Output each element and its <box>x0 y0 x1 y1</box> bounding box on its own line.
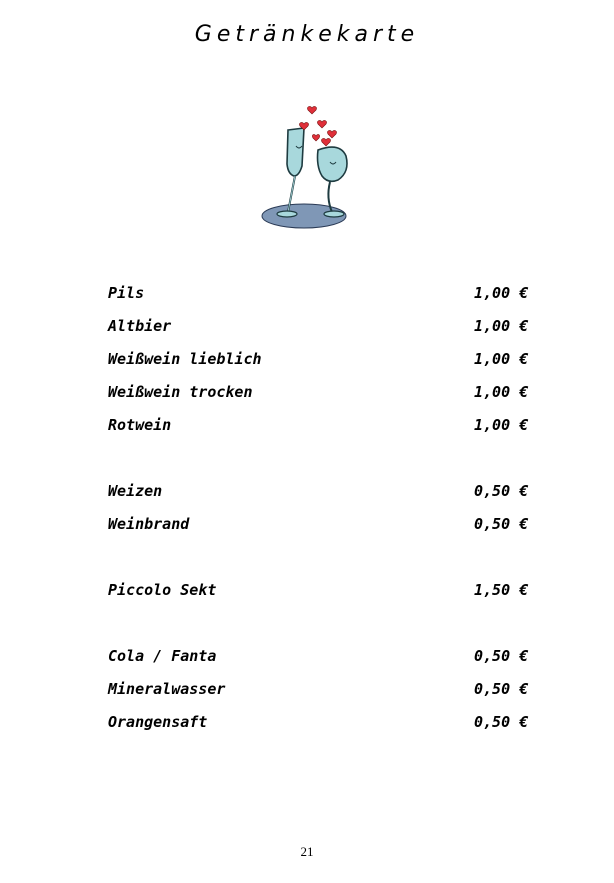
item-price: 0,50 € <box>474 647 529 665</box>
item-price: 1,00 € <box>474 383 529 401</box>
item-price: 1,50 € <box>474 581 529 599</box>
list-item <box>108 344 538 374</box>
item-name: Weißwein trocken <box>108 383 253 401</box>
toasting-glasses-icon <box>254 102 364 234</box>
item-name: Pils <box>108 284 145 302</box>
list-item <box>108 278 538 308</box>
page-title: Getränkekarte <box>194 22 420 47</box>
list-item <box>108 707 538 737</box>
item-price: 0,50 € <box>474 515 529 533</box>
list-item <box>108 476 538 506</box>
item-price: 1,00 € <box>474 317 529 335</box>
item-name: Weißwein lieblich <box>108 350 262 368</box>
item-price: 1,00 € <box>474 350 529 368</box>
item-price: 1,00 € <box>474 416 529 434</box>
list-item <box>108 509 538 539</box>
page-number: 21 <box>300 844 314 859</box>
list-item <box>108 410 538 440</box>
item-name: Weizen <box>108 482 163 500</box>
item-name: Altbier <box>108 317 172 335</box>
item-name: Mineralwasser <box>108 680 226 698</box>
list-item <box>108 641 538 671</box>
item-name: Rotwein <box>108 416 172 434</box>
list-item <box>108 311 538 341</box>
item-price: 0,50 € <box>474 713 529 731</box>
item-name: Cola / Fanta <box>108 647 217 665</box>
list-item <box>108 377 538 407</box>
item-name: Orangensaft <box>108 713 208 731</box>
item-price: 1,00 € <box>474 284 529 302</box>
item-price: 0,50 € <box>474 680 529 698</box>
list-item <box>108 674 538 704</box>
list-item <box>108 575 538 605</box>
item-name: Piccolo Sekt <box>108 581 217 599</box>
item-name: Weinbrand <box>108 515 190 533</box>
item-price: 0,50 € <box>474 482 529 500</box>
